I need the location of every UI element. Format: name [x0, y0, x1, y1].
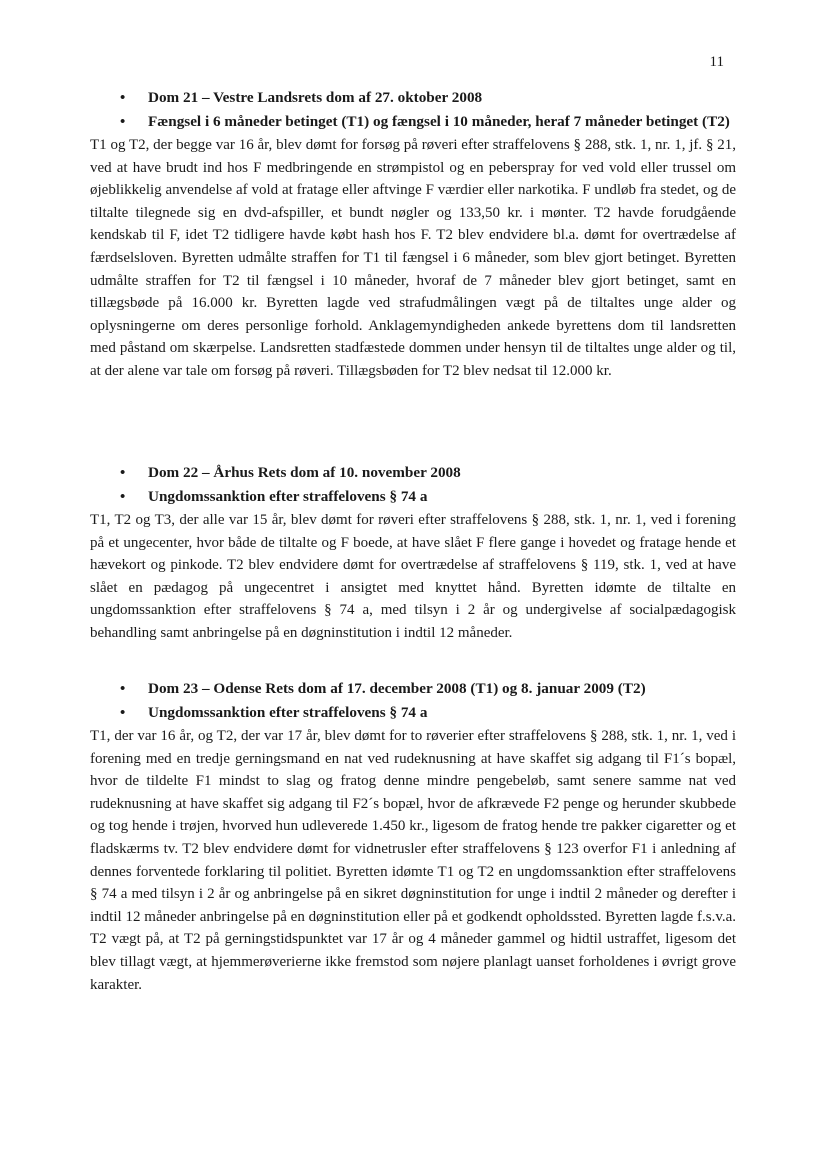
case-description: T1, T2 og T3, der alle var 15 år, blev dømt for røveri efter straffelovens § 288, stk. 1, nr. 1, ved i forening på et ungecenter, hvor både de tiltalte og F boede, at have slået F flere gange i hovedet og fratage hende et hævekort og pinkode. T2 blev endvidere dømt for overtrædelse af straffelovens § 119, stk. 1, ved at have slået en pædagog på ungecentret i ansigtet med knyttet hånd. Byretten idømte de tiltalte en ungdomssanktion efter straffelovens § 74 a, med tilsyn i 2 år og undergivelse af socialpædagogisk behandling samt anbringelse på en døgninstitution i indtil 12 måneder. — [90, 512, 736, 641]
case-dom-23 — [90, 677, 736, 996]
case-description: T1 og T2, der begge var 16 år, blev dømt for forsøg på røveri efter straffelovens § 288, stk. 1, nr. 1, jf. § 21, ved at have brudt ind hos F medbringende en strømpistol og en peberspray for ved vold eller trussel om øjeblikkelig anvendelse af vold at fratage eller aftvinge F værdier eller narkotika. F undløb fra stedet, og de tiltalte tilegnede sig en dvd-afspiller, et bundt nøgler og 133,50 kr. i mønter. T2 havde forudgående kendskab til F, idet T2 tidligere havde købt hash hos F. T2 blev endvidere bl.a. dømt for overtrædelse af færdselsloven. Byretten udmålte straffen for T1 til fængsel i 6 måneder, som blev gjort betinget. Byretten udmålte straffen for T2 til fængsel i 10 måneder, hvoraf de 7 måneder blev gjort betinget, samt en tillægsbøde på 16.000 kr. Byretten lagde ved strafudmålingen vægt på de tiltaltes unge alder og oplysningerne om deres personlige forhold. Anklagemyndigheden ankede byrettens dom til landsretten med påstand om skærpelse. Landsretten stadfæstede dommen under hensyn til de tiltaltes unge alder og til, at der alene var tale om forsøg på røveri. Tillægsbøden for T2 blev nedsat til 12.000 kr. — [90, 137, 736, 379]
page-number: 11 — [709, 54, 724, 70]
case-headings — [90, 677, 736, 725]
case-title: • Dom 22 – Århus Rets dom af 10. november 2008 — [90, 461, 736, 485]
case-sanction: • Ungdomssanktion efter straffelovens § 74 a — [90, 485, 736, 509]
case-description: T1, der var 16 år, og T2, der var 17 år, blev dømt for to røverier efter straffelovens § 288, stk. 1, nr. 1, ved i forening med en tredje gerningsmand en nat ved rudeknusning at have skaffet sig adgang til F1´s bopæl, hvor de tildelte F1 mindst to slag og fratog denne mindre pengebeløb, samt senere samme nat ved rudeknusning at have skaffet sig adgang til F2´s bopæl, hvor de afkrævede F2 penge og herunder skubbede og tog hende i trøjen, hvorved hun udleverede 1.450 kr., ligesom de fratog hende tre pakker cigaretter og et fladskærms tv. T2 blev endvidere dømt for vidnetrusler efter straffelovens § 123 overfor F1 i anledning af dennes forventede forklaring til politiet. Byretten idømte T1 og T2 en ungdomssanktion efter straffelovens § 74 a med tilsyn i 2 år og anbringelse på en sikret døgninstitution for unge i indtil 2 måneder og derefter i indtil 12 måneder anbringelse på en døgninstitution eller på et godkendt opholdssted. Byretten lagde f.s.v.a. T2 vægt på, at T2 på gerningstidspunktet var 17 år og 4 måneder gammel og hidtil ustraffet, ligesom det blev tillagt vægt, at hjemmerøverierne ikke fremstod som nøjere planlagt uanset forholdenes i øvrigt grove karakter. — [90, 728, 736, 993]
case-sanction: • Fængsel i 6 måneder betinget (T1) og fængsel i 10 måneder, heraf 7 måneder betinget (T2) — [90, 110, 736, 134]
case-headings — [90, 461, 736, 509]
case-title: • Dom 21 – Vestre Landsrets dom af 27. oktober 2008 — [90, 86, 736, 110]
case-dom-22 — [90, 461, 736, 645]
case-headings — [90, 86, 736, 134]
case-title: • Dom 23 – Odense Rets dom af 17. december 2008 (T1) og 8. januar 2009 (T2) — [90, 677, 736, 701]
case-dom-21 — [90, 86, 736, 383]
case-sanction: • Ungdomssanktion efter straffelovens § 74 a — [90, 701, 736, 725]
